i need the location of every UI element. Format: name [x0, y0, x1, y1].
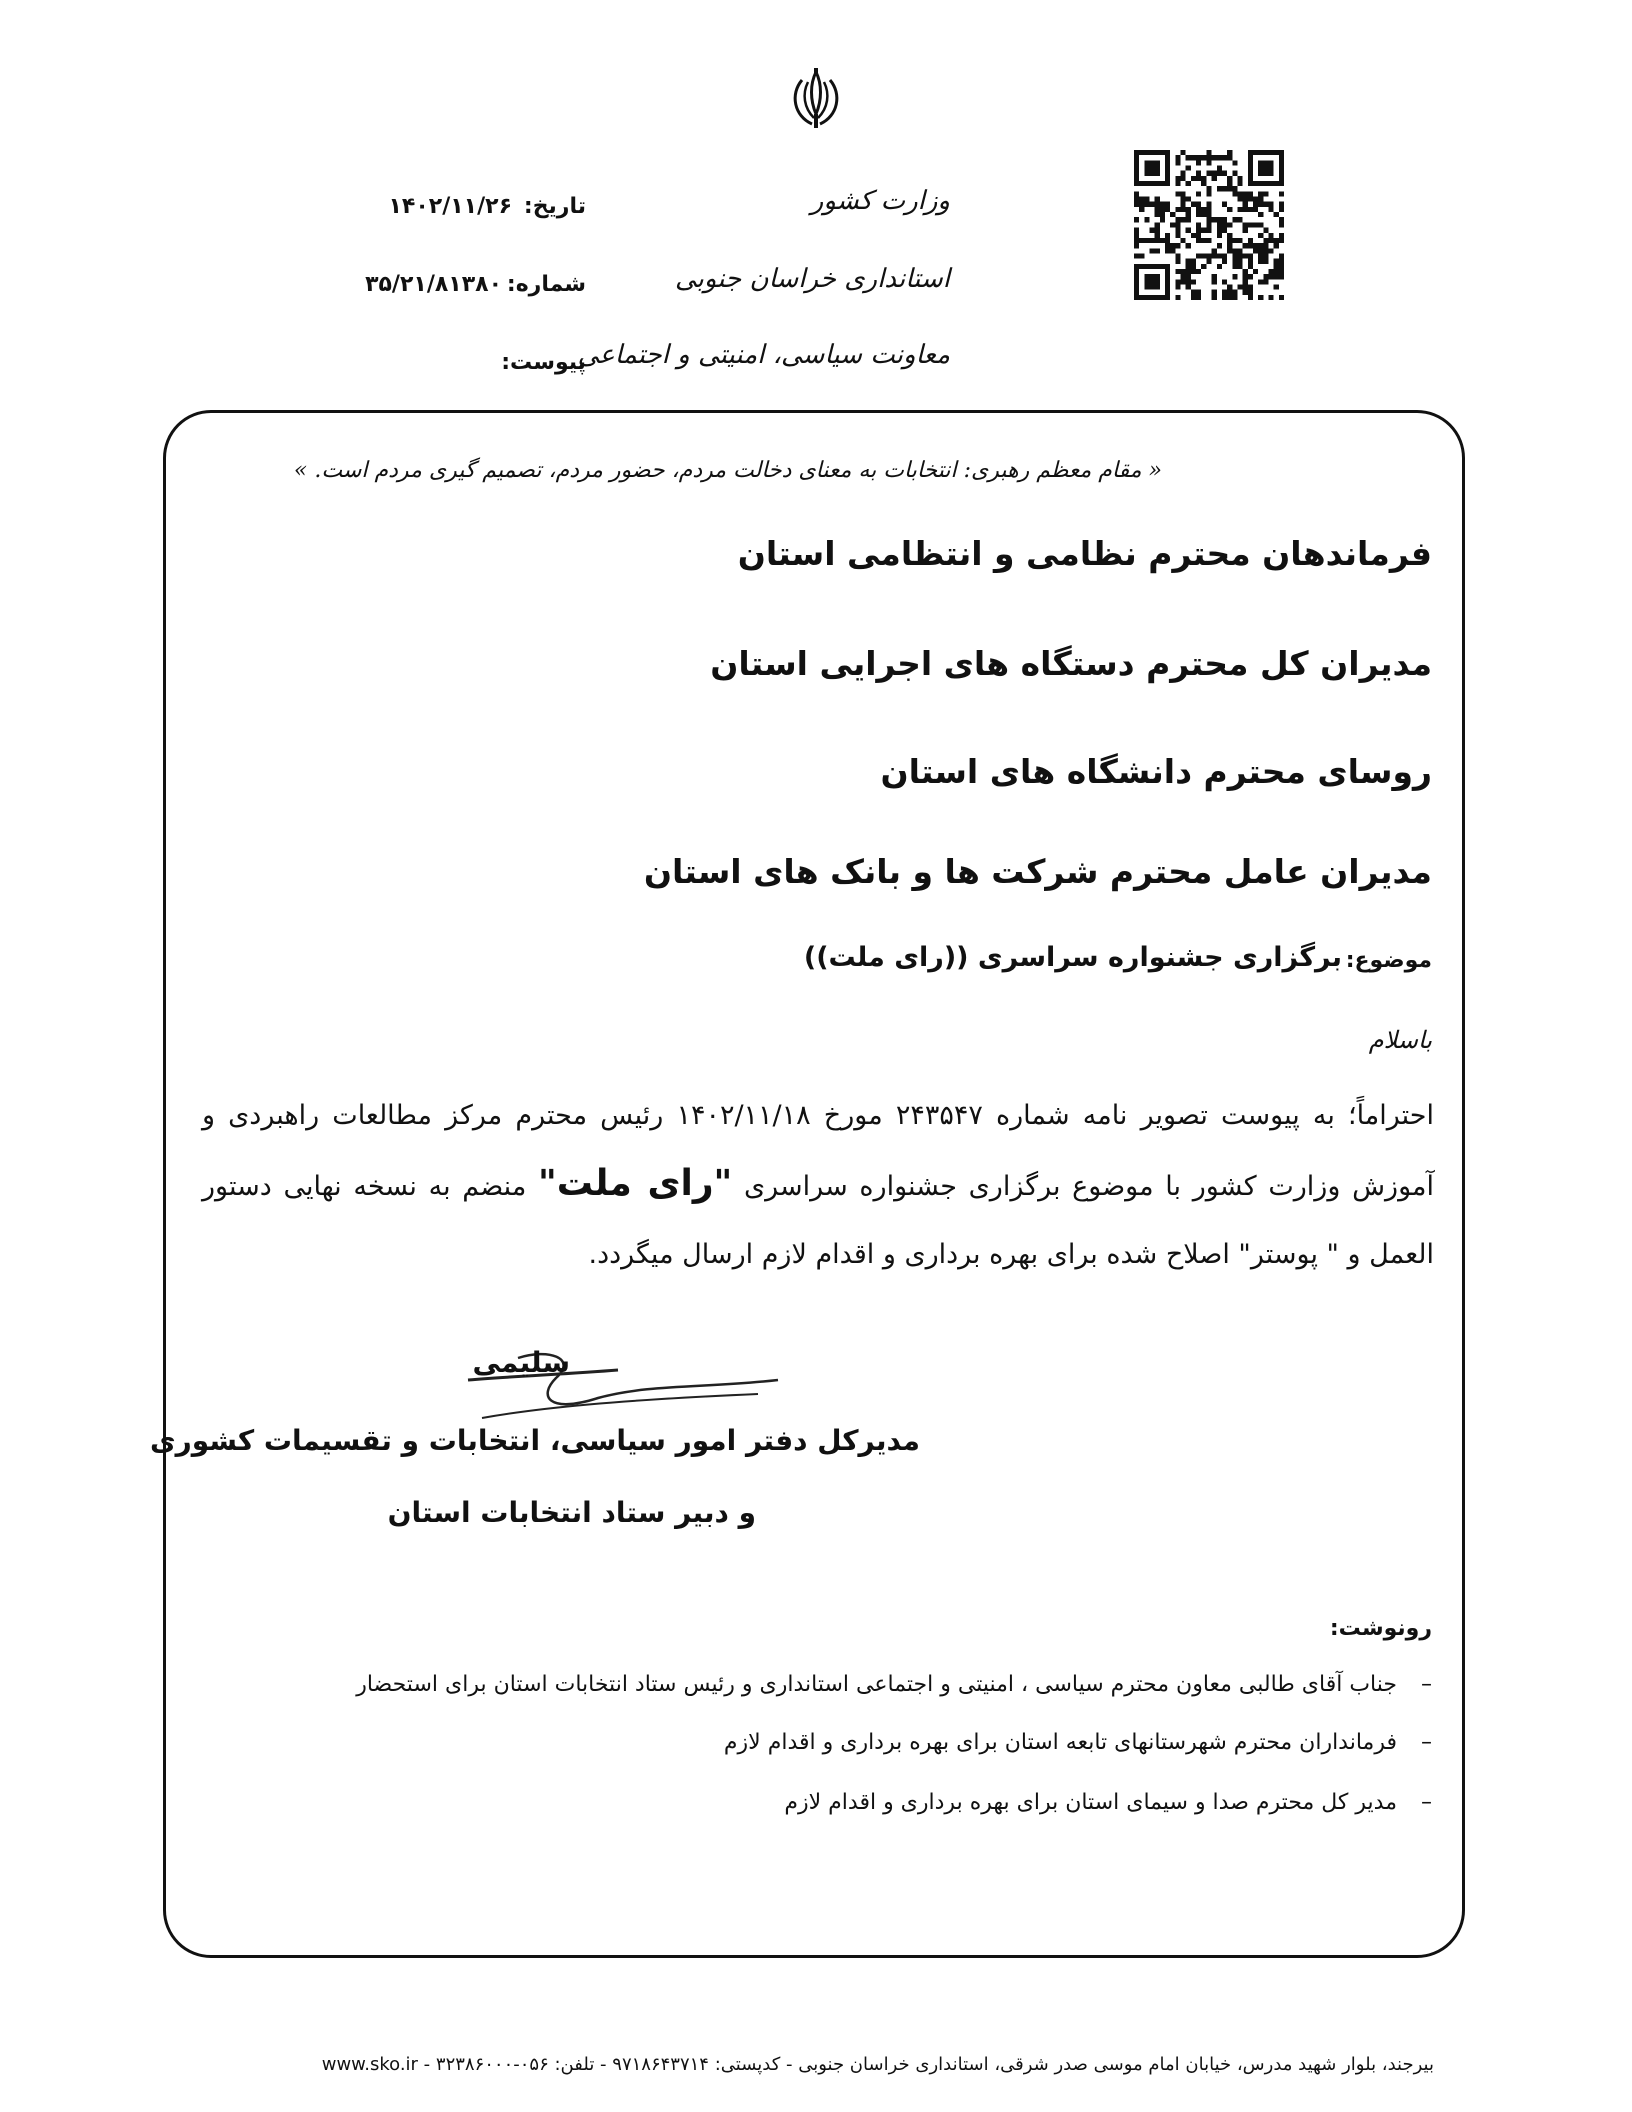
- cc-dash: –: [1421, 1730, 1432, 1755]
- recipient-line: مدیران عامل محترم شرکت ها و بانک های استان: [643, 852, 1432, 891]
- cc-item-text: مدیر کل محترم صدا و سیمای استان برای بهره برداری و اقدام لازم: [784, 1790, 1397, 1815]
- greeting: باسلام: [1368, 1026, 1432, 1054]
- iran-emblem-icon: [784, 66, 848, 132]
- leader-quote: « مقام معظم رهبری: انتخابات به معنای دخالت مردم، حضور مردم، تصمیم گیری مردم است. »: [293, 458, 1162, 483]
- recipient-line: مدیران کل محترم دستگاه های اجرایی استان: [710, 644, 1432, 683]
- footer-address-text: بیرجند، بلوار شهید مدرس، خیابان امام موسی صدر شرقی، استانداری خراسان جنوبی - کدپستی: ۹۷۱۸۶۴۳۷۱۴ - تلفن: ۰۵۶-۳۲۳۸۶۰۰۰ -: [417, 2054, 1434, 2075]
- cc-item: [724, 1730, 1432, 1755]
- signatory-name: سلیمی: [472, 1346, 570, 1379]
- cc-item-text: جناب آقای طالبی معاون محترم سیاسی ، امنیتی و اجتماعی استانداری و رئیس ستاد انتخابات استان برای استحضار: [356, 1672, 1397, 1697]
- body-part-1: احتراماً؛ به پیوست تصویر نامه شماره ۲۴۳۵۴۷ مورخ ۱۴۰۲/۱۱/۱۸ رئیس محترم مرکز مطالعات راهبردی و آموزش وزارت کشور با موضوع برگزاری جشنواره سراسری: [202, 1100, 1435, 1202]
- signatory-title: مدیرکل دفتر امور سیاسی، انتخابات و تقسیمات کشوری: [149, 1424, 920, 1457]
- governorate-name: استانداری خراسان جنوبی: [674, 264, 950, 294]
- letter-body: [202, 1082, 1434, 1289]
- number-value: ۳۵/۲۱/۸۱۳۸۰: [365, 272, 502, 297]
- recipient-line: فرماندهان محترم نظامی و انتظامی استان: [737, 534, 1432, 573]
- attachment-label: پیوست:: [501, 350, 586, 375]
- footer-address: [322, 2054, 1434, 2075]
- date-value: ۱۴۰۲/۱۱/۲۶: [388, 194, 512, 219]
- deputy-name: معاونت سیاسی، امنیتی و اجتماعی: [577, 340, 950, 370]
- body-part-2: منضم به نسخه نهایی دستور العمل و " پوستر" اصلاح شده برای بهره برداری و اقدام لازم ارسال میگردد.: [202, 1171, 1434, 1270]
- cc-label: رونوشت:: [1329, 1616, 1432, 1641]
- cc-item: [784, 1790, 1432, 1815]
- subject-label: موضوع:: [1345, 948, 1432, 973]
- cc-item: [356, 1672, 1432, 1697]
- number-label: شماره:: [506, 272, 586, 297]
- recipient-line: روسای محترم دانشگاه های استان: [880, 752, 1432, 791]
- date-label: تاریخ:: [523, 194, 586, 219]
- body-emphasis: "رای ملت": [537, 1163, 733, 1204]
- qr-code-icon: [1130, 150, 1288, 300]
- cc-item-text: فرمانداران محترم شهرستانهای تابعه استان برای بهره برداری و اقدام لازم: [723, 1730, 1397, 1755]
- footer-website: www.sko.ir: [321, 2054, 418, 2075]
- cc-dash: –: [1421, 1790, 1432, 1815]
- subject-text: برگزاری جشنواره سراسری ((رای ملت)): [803, 942, 1342, 973]
- signatory-title-secondary: و دبیر ستاد انتخابات استان: [387, 1496, 756, 1529]
- ministry-name: وزارت کشور: [810, 186, 950, 216]
- cc-dash: –: [1421, 1672, 1432, 1697]
